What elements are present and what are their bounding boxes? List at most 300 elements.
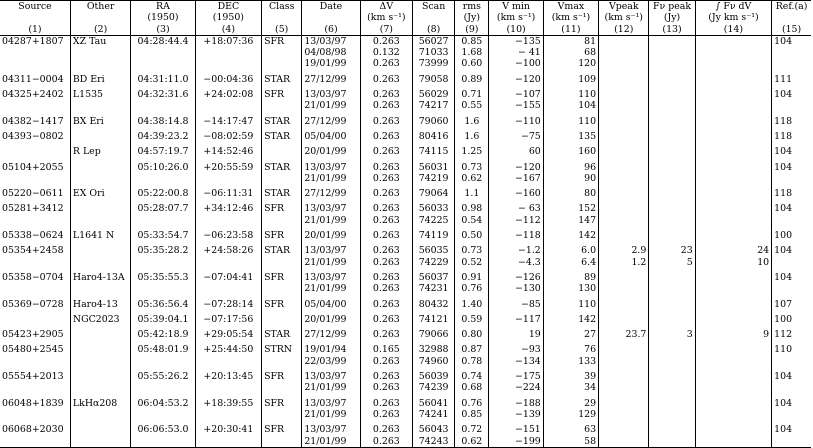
table-cell: 05358−0704: [0, 268, 70, 283]
table-cell: L1535: [70, 85, 130, 100]
table-cell: LkHα208: [70, 394, 130, 409]
table-row: [0, 226, 811, 241]
table-row: [0, 142, 811, 157]
table-cell: 58: [543, 436, 598, 448]
table-cell: [599, 70, 649, 85]
table-cell: 74241: [412, 409, 454, 420]
table-cell: SFR: [262, 420, 302, 435]
table-cell: 111: [774, 73, 793, 85]
table-cell: [0, 436, 70, 448]
table-cell: 110: [774, 344, 793, 356]
table-cell: STRN: [262, 340, 302, 355]
table-cell: [131, 215, 195, 226]
table-cell: STAR: [262, 184, 302, 199]
table-cell: +18:39:55: [195, 394, 261, 409]
table-cell: [599, 100, 649, 111]
table-row: [0, 356, 811, 367]
table-cell: −224: [489, 382, 543, 393]
column-header-name: Vmax: [543, 1, 598, 13]
table-cell: 0.263: [360, 215, 412, 226]
table-cell: 104: [774, 245, 793, 257]
table-cell: 6.0: [543, 241, 598, 256]
table-cell: SFR: [262, 394, 302, 409]
table-cell: −151: [489, 420, 543, 435]
table-cell: [695, 226, 771, 241]
table-cell: +34:12:46: [195, 199, 261, 214]
table-cell: 0.263: [360, 295, 412, 310]
column-header-unit: [302, 12, 360, 23]
table-cell: [195, 436, 261, 448]
table-cell: 0.165: [360, 340, 412, 355]
table-cell: [772, 215, 811, 226]
table-cell: 1.25: [455, 142, 489, 157]
table-cell: [695, 47, 771, 58]
table-cell: 5: [649, 257, 695, 268]
table-cell: [70, 158, 130, 173]
table-body: [0, 35, 811, 447]
table-cell: [131, 100, 195, 111]
table-row: [0, 70, 811, 85]
table-cell: [695, 70, 771, 85]
table-cell: 0.263: [360, 184, 412, 199]
table-cell: Haro4-13: [70, 295, 130, 310]
table-cell: 29: [543, 394, 598, 409]
table-cell: −139: [489, 409, 543, 420]
column-header-unit: (1950): [195, 12, 261, 23]
table-cell: [695, 283, 771, 294]
table-cell: −126: [489, 268, 543, 283]
table-row: [0, 85, 811, 100]
table-row: [0, 367, 811, 382]
table-cell: [695, 58, 771, 69]
column-header-num: (9): [455, 24, 489, 36]
table-cell: +24:02:08: [195, 85, 261, 100]
table-cell: [695, 268, 771, 283]
table-cell: 21/01/99: [302, 100, 360, 111]
table-cell: [695, 436, 771, 448]
table-cell: 0.263: [360, 409, 412, 420]
column-header-name: V min: [489, 1, 543, 13]
table-cell: 79064: [412, 184, 454, 199]
table-cell: −175: [489, 367, 543, 382]
table-cell: 56037: [412, 268, 454, 283]
table-cell: [599, 310, 649, 325]
table-cell: 74219: [412, 173, 454, 184]
table-cell: 13/03/97: [302, 199, 360, 214]
column-header-num: (15): [772, 24, 811, 36]
table-cell: 104: [774, 424, 793, 436]
column-header-num: (14): [695, 24, 771, 36]
table-cell: 104: [774, 89, 793, 101]
header-name-row: [0, 1, 811, 13]
table-row: [0, 215, 811, 226]
table-cell: [0, 142, 70, 157]
table-cell: 0.60: [455, 58, 489, 69]
table-cell: 0.132: [360, 47, 412, 58]
table-cell: 0.50: [455, 226, 489, 241]
column-header-name: Scan: [412, 1, 454, 13]
table-row: [0, 420, 811, 435]
table-cell: 1.2: [599, 257, 649, 268]
table-cell: [695, 100, 771, 111]
table-cell: 06:06:53.0: [131, 420, 195, 435]
table-cell: [649, 295, 695, 310]
table-cell: [262, 215, 302, 226]
table-cell: [695, 142, 771, 157]
column-header-unit: [772, 12, 811, 23]
table-cell: [649, 367, 695, 382]
table-cell: 1.6: [455, 127, 489, 142]
table-cell: −1.2: [489, 241, 543, 256]
table-cell: −120: [489, 158, 543, 173]
table-cell: [649, 420, 695, 435]
table-row: [0, 268, 811, 283]
table-cell: [262, 142, 302, 157]
table-cell: [649, 215, 695, 226]
table-row: [0, 257, 811, 268]
table-cell: [599, 295, 649, 310]
table-cell: 74960: [412, 356, 454, 367]
table-cell: [195, 356, 261, 367]
table-cell: 89: [543, 268, 598, 283]
table-cell: [599, 158, 649, 173]
table-cell: 23: [649, 241, 695, 256]
column-header-unit: (km s⁻¹): [543, 12, 598, 23]
table-cell: 05281+3412: [0, 199, 70, 214]
table-cell: 27/12/99: [302, 325, 360, 340]
table-cell: [131, 436, 195, 448]
table-cell: [695, 215, 771, 226]
table-cell: [649, 394, 695, 409]
table-cell: 74115: [412, 142, 454, 157]
table-row: [0, 158, 811, 173]
table-row: [0, 325, 811, 340]
table-row: [0, 340, 811, 355]
table-cell: 76: [543, 340, 598, 355]
table-cell: 0.263: [360, 257, 412, 268]
column-header-unit: (km s⁻¹): [489, 12, 543, 23]
table-cell: 74243: [412, 436, 454, 448]
column-header-unit: [70, 12, 130, 23]
table-cell: −93: [489, 340, 543, 355]
column-header-name: Date: [302, 1, 360, 13]
table-cell: 21/01/99: [302, 382, 360, 393]
column-header-num: (11): [543, 24, 598, 36]
table-cell: [599, 367, 649, 382]
table-cell: [599, 356, 649, 367]
table-cell: 34: [543, 382, 598, 393]
table-cell: 0.74: [455, 367, 489, 382]
column-header-num: (5): [262, 24, 302, 36]
table-cell: NGC2023: [70, 310, 130, 325]
table-cell: [772, 356, 811, 367]
table-cell: −07:17:56: [195, 310, 261, 325]
table-cell: 04:31:11.0: [131, 70, 195, 85]
table-cell: 20/01/99: [302, 310, 360, 325]
table-cell: 0.263: [360, 58, 412, 69]
table-cell: [195, 283, 261, 294]
table-cell: [262, 257, 302, 268]
table-cell: −14:17:47: [195, 112, 261, 127]
table-cell: [195, 257, 261, 268]
table-cell: 104: [774, 146, 793, 158]
table-cell: 100: [774, 313, 793, 325]
table-row: [0, 310, 811, 325]
table-cell: 19/01/94: [302, 340, 360, 355]
table-cell: 0.263: [360, 436, 412, 448]
table-cell: 13/03/97: [302, 394, 360, 409]
table-cell: 118: [774, 188, 793, 200]
table-cell: SFR: [262, 85, 302, 100]
column-header-unit: (km s⁻¹): [599, 12, 649, 23]
table-cell: −135: [489, 35, 543, 47]
header-number-row: [0, 24, 811, 36]
column-header-num: (6): [302, 24, 360, 36]
table-cell: STAR: [262, 112, 302, 127]
table-cell: [70, 199, 130, 214]
column-header-num: (12): [599, 24, 649, 36]
column-header-name: Other: [70, 1, 130, 13]
table-cell: [599, 184, 649, 199]
table-row: [0, 295, 811, 310]
table-cell: 63: [543, 420, 598, 435]
table-cell: [772, 283, 811, 294]
table-cell: 0.263: [360, 226, 412, 241]
table-cell: [599, 420, 649, 435]
table-cell: [649, 409, 695, 420]
table-cell: −100: [489, 58, 543, 69]
table-cell: 1.6: [455, 112, 489, 127]
table-cell: 19/01/99: [302, 58, 360, 69]
table-cell: [649, 127, 695, 142]
table-cell: 0.263: [360, 127, 412, 142]
table-cell: [70, 241, 130, 256]
table-cell: [262, 382, 302, 393]
table-cell: 0.263: [360, 100, 412, 111]
table-cell: STAR: [262, 325, 302, 340]
table-cell: [695, 382, 771, 393]
table-cell: 74217: [412, 100, 454, 111]
table-cell: 0.85: [455, 35, 489, 47]
table-cell: [599, 127, 649, 142]
table-cell: 04:57:19.7: [131, 142, 195, 157]
table-cell: 135: [543, 127, 598, 142]
table-cell: 56027: [412, 35, 454, 47]
table-cell: SFR: [262, 199, 302, 214]
table-cell: 2.9: [599, 241, 649, 256]
table-cell: Haro4-13A: [70, 268, 130, 283]
table-cell: 05104+2055: [0, 158, 70, 173]
table-cell: [599, 340, 649, 355]
table-cell: 0.263: [360, 142, 412, 157]
table-cell: 56033: [412, 199, 454, 214]
table-cell: −08:02:59: [195, 127, 261, 142]
table-cell: STAR: [262, 70, 302, 85]
table-cell: 1.68: [455, 47, 489, 58]
table-cell: 0.55: [455, 100, 489, 111]
table-cell: [0, 356, 70, 367]
table-cell: [0, 58, 70, 69]
table-cell: [695, 85, 771, 100]
table-cell: 79060: [412, 112, 454, 127]
table-cell: [599, 85, 649, 100]
table-cell: 22/03/99: [302, 356, 360, 367]
table-cell: 24: [695, 241, 771, 256]
column-header-num: (2): [70, 24, 130, 36]
table-cell: 104: [774, 397, 793, 409]
table-cell: 05:55:26.2: [131, 367, 195, 382]
table-row: [0, 394, 811, 409]
table-cell: 90: [543, 173, 598, 184]
table-cell: [131, 173, 195, 184]
table-cell: [695, 112, 771, 127]
table-cell: [0, 100, 70, 111]
table-cell: 06068+2030: [0, 420, 70, 435]
table-cell: 0.71: [455, 85, 489, 100]
column-header-num: (10): [489, 24, 543, 36]
table-cell: [70, 257, 130, 268]
table-cell: [695, 199, 771, 214]
table-cell: 120: [543, 58, 598, 69]
table-cell: 05/04/00: [302, 295, 360, 310]
table-cell: [649, 70, 695, 85]
table-cell: [599, 283, 649, 294]
table-cell: [599, 173, 649, 184]
table-cell: 05:39:04.1: [131, 310, 195, 325]
table-cell: 0.72: [455, 420, 489, 435]
table-cell: [262, 436, 302, 448]
table-cell: 21/01/99: [302, 283, 360, 294]
table-cell: +20:30:41: [195, 420, 261, 435]
table-cell: −199: [489, 436, 543, 448]
table-cell: 0.89: [455, 70, 489, 85]
table-cell: 05220−0611: [0, 184, 70, 199]
table-cell: 21/01/99: [302, 436, 360, 448]
table-cell: [131, 47, 195, 58]
table-cell: [195, 58, 261, 69]
table-cell: [0, 310, 70, 325]
table-cell: 74231: [412, 283, 454, 294]
column-header-name: ∫ Fν dV: [695, 1, 771, 13]
table-cell: [262, 47, 302, 58]
table-cell: [599, 226, 649, 241]
table-cell: −117: [489, 310, 543, 325]
column-header-unit: (Jy): [455, 12, 489, 23]
table-cell: 27/12/99: [302, 112, 360, 127]
table-cell: [195, 215, 261, 226]
table-cell: 05:22:00.8: [131, 184, 195, 199]
table-cell: [695, 340, 771, 355]
table-cell: [70, 382, 130, 393]
table-cell: 0.85: [455, 409, 489, 420]
table-cell: 04:28:44.4: [131, 35, 195, 47]
table-row: [0, 184, 811, 199]
table-cell: 104: [774, 271, 793, 283]
table-cell: 04:32:31.6: [131, 85, 195, 100]
table-cell: [599, 142, 649, 157]
table-cell: XZ Tau: [70, 35, 130, 47]
table-cell: +20:55:59: [195, 158, 261, 173]
table-row: [0, 409, 811, 420]
table-cell: 05:48:01.9: [131, 340, 195, 355]
table-cell: 0.59: [455, 310, 489, 325]
column-header-unit: [262, 12, 302, 23]
table-cell: [649, 35, 695, 47]
table-cell: 160: [543, 142, 598, 157]
table-cell: [0, 47, 70, 58]
column-header-name: Vpeak: [599, 1, 649, 13]
table-cell: 0.52: [455, 257, 489, 268]
table-cell: [599, 436, 649, 448]
table-cell: 129: [543, 409, 598, 420]
table-cell: 23.7: [599, 325, 649, 340]
table-cell: [772, 47, 811, 58]
table-cell: 0.263: [360, 199, 412, 214]
table-cell: 56041: [412, 394, 454, 409]
table-cell: [0, 409, 70, 420]
table-cell: 107: [774, 298, 793, 310]
table-cell: [70, 127, 130, 142]
table-cell: [70, 367, 130, 382]
table-cell: +14:52:46: [195, 142, 261, 157]
table-cell: [0, 215, 70, 226]
table-cell: 0.98: [455, 199, 489, 214]
table-cell: 13/03/97: [302, 85, 360, 100]
table-cell: +29:05:54: [195, 325, 261, 340]
table-cell: [195, 100, 261, 111]
table-cell: [695, 295, 771, 310]
table-cell: −155: [489, 100, 543, 111]
table-cell: −4.3: [489, 257, 543, 268]
table-cell: 05:10:26.0: [131, 158, 195, 173]
table-cell: 27/12/99: [302, 184, 360, 199]
table-cell: [131, 356, 195, 367]
table-cell: −130: [489, 283, 543, 294]
table-cell: 04311−0004: [0, 70, 70, 85]
table-cell: 05:28:07.7: [131, 199, 195, 214]
table-cell: −06:11:31: [195, 184, 261, 199]
table-cell: STAR: [262, 158, 302, 173]
table-cell: 05:35:55.3: [131, 268, 195, 283]
table-cell: 06:04:53.2: [131, 394, 195, 409]
table-cell: [599, 409, 649, 420]
table-cell: −120: [489, 70, 543, 85]
column-header-name: Fν peak: [649, 1, 695, 13]
table-cell: [70, 47, 130, 58]
table-cell: [70, 325, 130, 340]
table-cell: 0.263: [360, 241, 412, 256]
table-cell: 74121: [412, 310, 454, 325]
table-row: [0, 241, 811, 256]
column-header-name: Source: [0, 1, 70, 13]
table-cell: [649, 112, 695, 127]
table-cell: 81: [543, 35, 598, 47]
table-cell: [695, 394, 771, 409]
table-cell: −85: [489, 295, 543, 310]
column-header-num: (3): [131, 24, 195, 36]
table-cell: 142: [543, 310, 598, 325]
table-cell: [0, 173, 70, 184]
table-cell: [599, 47, 649, 58]
table-cell: [262, 283, 302, 294]
column-header-name: ΔV: [360, 1, 412, 13]
table-cell: −07:04:41: [195, 268, 261, 283]
table-cell: 79058: [412, 70, 454, 85]
table-cell: −134: [489, 356, 543, 367]
table-cell: [0, 382, 70, 393]
table-row: [0, 173, 811, 184]
table-cell: [599, 382, 649, 393]
